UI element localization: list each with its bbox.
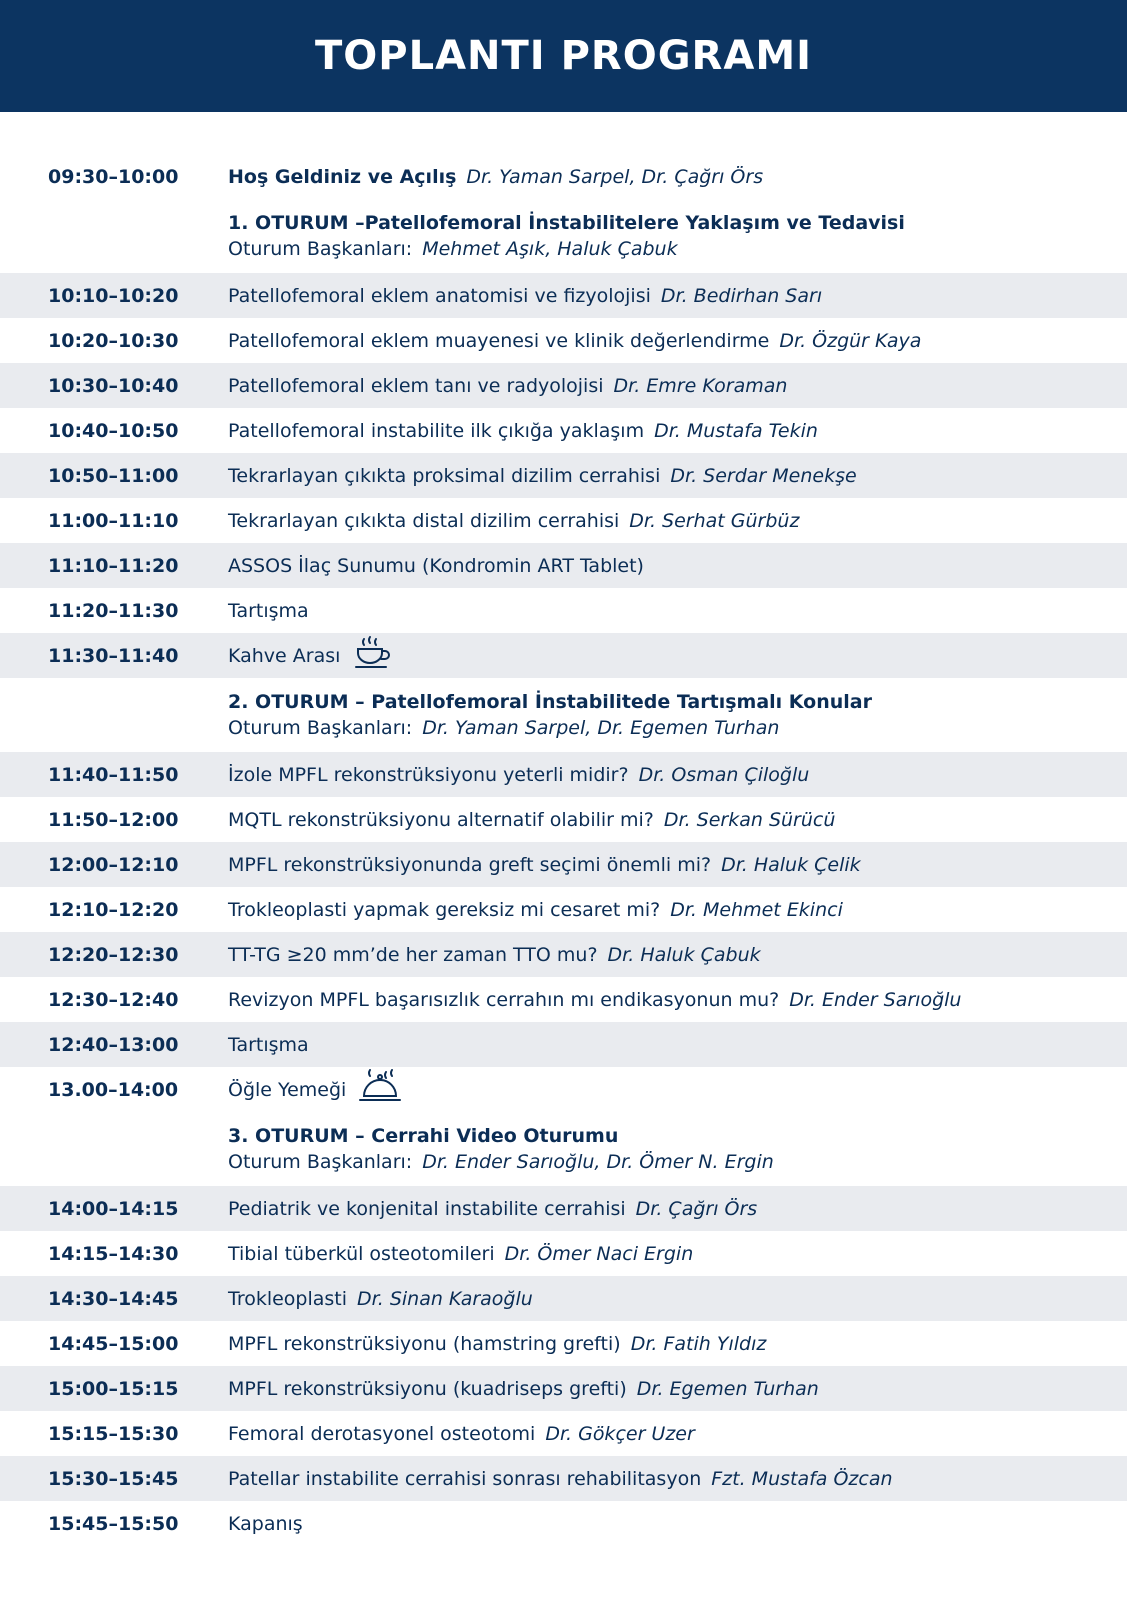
speaker-name: Dr. Osman Çiloğlu: [638, 763, 810, 786]
session-header: [0, 199, 1127, 273]
time-slot: 15:30–15:45: [48, 1467, 179, 1490]
session-chairs: [228, 238, 1127, 260]
speaker-name: Dr. Emre Koraman: [613, 374, 788, 397]
schedule-row: [0, 1231, 1127, 1276]
speaker-name: Dr. Özgür Kaya: [779, 329, 922, 352]
session-header: [0, 1112, 1127, 1186]
speaker-name: Dr. Yaman Sarpel, Dr. Çağrı Örs: [466, 165, 764, 188]
time-slot: 10:40–10:50: [48, 419, 179, 442]
program-list: [0, 154, 1127, 1546]
item-title: Tibial tüberkül osteotomileri: [228, 1242, 495, 1265]
item-title: Patellofemoral eklem anatomisi ve fizyolojisi: [228, 284, 651, 307]
item-title: İzole MPFL rekonstrüksiyonu yeterli midir?: [228, 763, 629, 786]
schedule-row: [0, 543, 1127, 588]
schedule-row: [0, 1411, 1127, 1456]
time-slot: 11:30–11:40: [48, 644, 179, 667]
speaker-name: Dr. Bedirhan Sarı: [660, 284, 823, 307]
time-slot: 10:20–10:30: [48, 329, 179, 352]
item-title: Tartışma: [228, 1033, 309, 1056]
item-title: Revizyon MPFL başarısızlık cerrahın mı endikasyonun mu?: [228, 988, 780, 1011]
schedule-row: [0, 887, 1127, 932]
time-slot: 11:20–11:30: [48, 599, 179, 622]
time-slot: 10:30–10:40: [48, 374, 179, 397]
opening-row: [0, 154, 1127, 199]
schedule-row: [0, 633, 1127, 678]
schedule-row: [0, 588, 1127, 633]
time-slot: 11:40–11:50: [48, 763, 179, 786]
speaker-name: Dr. Ömer Naci Ergin: [504, 1242, 694, 1265]
item-title: Tartışma: [228, 599, 309, 622]
page-title: TOPLANTI PROGRAMI: [314, 33, 813, 79]
speaker-name: Dr. Çağrı Örs: [635, 1197, 758, 1220]
schedule-row: [0, 1067, 1127, 1112]
coffee-cup-icon: [352, 635, 392, 676]
item-title: MQTL rekonstrüksiyonu alternatif olabilir mi?: [228, 808, 654, 831]
schedule-row: [0, 797, 1127, 842]
food-cloche-icon: [358, 1068, 404, 1111]
time-slot: 12:30–12:40: [48, 988, 179, 1011]
schedule-row: [0, 318, 1127, 363]
item-title: Trokleoplasti yapmak gereksiz mi cesaret mi?: [228, 898, 661, 921]
time-slot: 09:30–10:00: [48, 165, 179, 188]
schedule-row: [0, 273, 1127, 318]
item-title: Patellofemoral instabilite ilk çıkığa yaklaşım: [228, 419, 645, 442]
time-slot: 10:50–11:00: [48, 464, 179, 487]
speaker-name: Dr. Serkan Sürücü: [663, 808, 836, 831]
time-slot: 14:00–14:15: [48, 1197, 179, 1220]
chairs-names: Dr. Ender Sarıoğlu, Dr. Ömer N. Ergin: [422, 1151, 774, 1173]
item-title: Kapanış: [228, 1512, 303, 1535]
item-title: Tekrarlayan çıkıkta distal dizilim cerrahisi: [228, 509, 620, 532]
speaker-name: Dr. Fatih Yıldız: [630, 1332, 767, 1355]
time-slot: 11:50–12:00: [48, 808, 179, 831]
speaker-name: Dr. Mehmet Ekinci: [670, 898, 843, 921]
schedule-row: [0, 752, 1127, 797]
item-title: Femoral derotasyonel osteotomi: [228, 1422, 536, 1445]
schedule-row: [0, 1022, 1127, 1067]
item-title: Patellofemoral eklem tanı ve radyolojisi: [228, 374, 604, 397]
schedule-row: [0, 932, 1127, 977]
time-slot: 11:00–11:10: [48, 509, 179, 532]
time-slot: 12:00–12:10: [48, 853, 179, 876]
schedule-row: [0, 1366, 1127, 1411]
speaker-name: Dr. Serhat Gürbüz: [629, 509, 800, 532]
session-title: 1. OTURUM –Patellofemoral İnstabilitelere Yaklaşım ve Tedavisi: [228, 212, 905, 234]
speaker-name: Dr. Sinan Karaoğlu: [357, 1287, 533, 1310]
item-title: ASSOS İlaç Sunumu (Kondromin ART Tablet): [228, 554, 644, 577]
time-slot: 10:10–10:20: [48, 284, 179, 307]
time-slot: 14:45–15:00: [48, 1332, 179, 1355]
session-chairs: [228, 1151, 1127, 1173]
item-title: MPFL rekonstrüksiyonu (kuadriseps grefti): [228, 1377, 627, 1400]
session-header: [0, 678, 1127, 752]
time-slot: 12:10–12:20: [48, 898, 179, 921]
speaker-name: Fzt. Mustafa Özcan: [711, 1467, 893, 1490]
schedule-row: [0, 408, 1127, 453]
schedule-row: [0, 1321, 1127, 1366]
time-slot: 13.00–14:00: [48, 1078, 179, 1101]
session-title: 3. OTURUM – Cerrahi Video Oturumu: [228, 1125, 619, 1147]
time-slot: 15:00–15:15: [48, 1377, 179, 1400]
session-title: 2. OTURUM – Patellofemoral İnstabilitede Tartışmalı Konular: [228, 691, 872, 713]
time-slot: 14:30–14:45: [48, 1287, 179, 1310]
time-slot: 12:40–13:00: [48, 1033, 179, 1056]
item-title: Trokleoplasti: [228, 1287, 348, 1310]
item-title: Kahve Arası: [228, 644, 341, 667]
schedule-row: [0, 363, 1127, 408]
schedule-row: [0, 977, 1127, 1022]
time-slot: 12:20–12:30: [48, 943, 179, 966]
time-slot: 14:15–14:30: [48, 1242, 179, 1265]
speaker-name: Dr. Ender Sarıoğlu: [789, 988, 962, 1011]
chairs-names: Dr. Yaman Sarpel, Dr. Egemen Turhan: [422, 717, 780, 739]
session-chairs: [228, 717, 1127, 739]
item-title: Pediatrik ve konjenital instabilite cerrahisi: [228, 1197, 626, 1220]
item-title: MPFL rekonstrüksiyonu (hamstring grefti): [228, 1332, 621, 1355]
chairs-label: Oturum Başkanları:: [228, 1151, 413, 1173]
chairs-label: Oturum Başkanları:: [228, 717, 413, 739]
speaker-name: Dr. Serdar Menekşe: [670, 464, 857, 487]
schedule-row: [0, 1276, 1127, 1321]
time-slot: 15:15–15:30: [48, 1422, 179, 1445]
item-title: TT-TG ≥20 mm’de her zaman TTO mu?: [228, 943, 598, 966]
speaker-name: Dr. Egemen Turhan: [636, 1377, 819, 1400]
speaker-name: Dr. Mustafa Tekin: [654, 419, 818, 442]
schedule-row: [0, 1456, 1127, 1501]
schedule-row: [0, 453, 1127, 498]
schedule-row: [0, 1186, 1127, 1231]
chairs-label: Oturum Başkanları:: [228, 238, 413, 260]
item-title: Tekrarlayan çıkıkta proksimal dizilim cerrahisi: [228, 464, 661, 487]
schedule-row: [0, 842, 1127, 887]
speaker-name: Dr. Haluk Çabuk: [607, 943, 761, 966]
speaker-name: Dr. Gökçer Uzer: [545, 1422, 695, 1445]
item-title: Öğle Yemeği: [228, 1078, 347, 1101]
item-title: Hoş Geldiniz ve Açılış: [228, 165, 457, 188]
chairs-names: Mehmet Aşık, Haluk Çabuk: [422, 238, 678, 260]
speaker-name: Dr. Haluk Çelik: [721, 853, 861, 876]
time-slot: 15:45–15:50: [48, 1512, 179, 1535]
page-header: [0, 0, 1127, 112]
item-title: Patellofemoral eklem muayenesi ve klinik değerlendirme: [228, 329, 770, 352]
item-title: MPFL rekonstrüksiyonunda greft seçimi önemli mi?: [228, 853, 712, 876]
time-slot: 11:10–11:20: [48, 554, 179, 577]
schedule-row: [0, 1501, 1127, 1546]
item-title: Patellar instabilite cerrahisi sonrası rehabilitasyon: [228, 1467, 702, 1490]
schedule-row: [0, 498, 1127, 543]
